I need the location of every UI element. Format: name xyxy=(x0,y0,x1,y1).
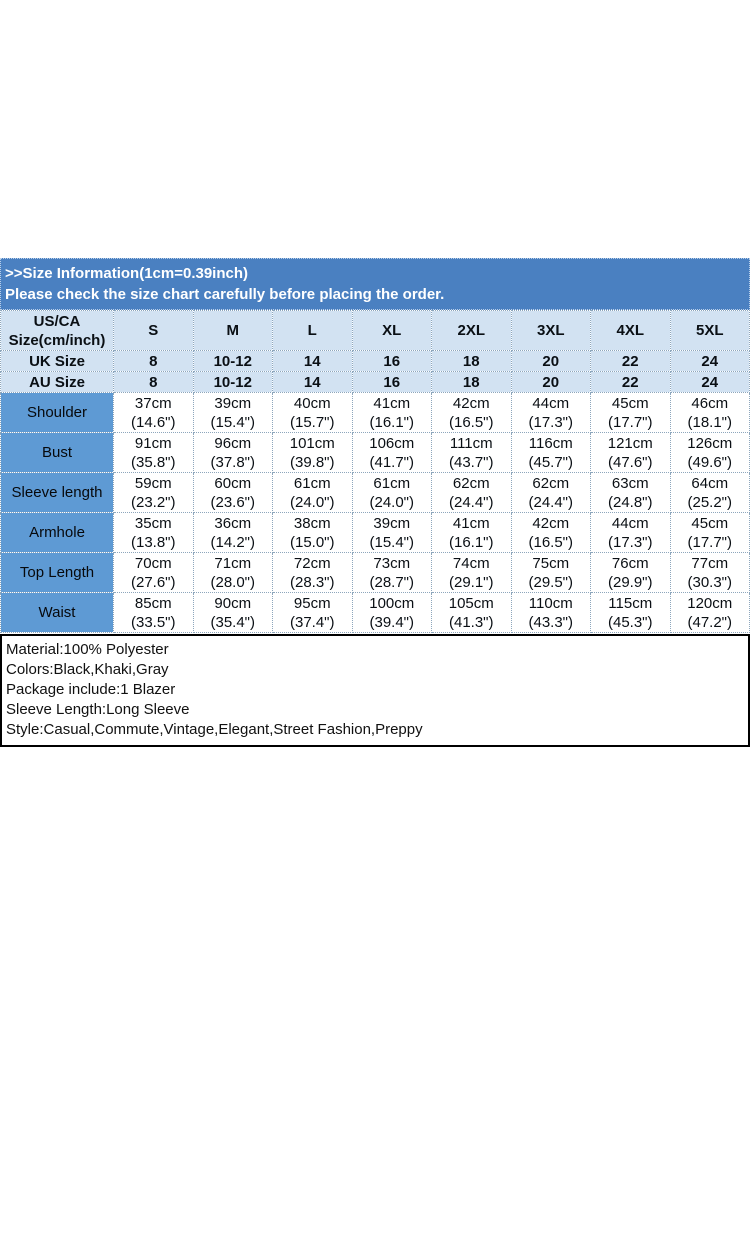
measurement-cell xyxy=(273,553,353,593)
measurement-inch-value: (29.9") xyxy=(607,573,653,591)
measurement-row xyxy=(1,553,750,593)
measurement-row xyxy=(1,513,750,553)
product-info-line: Material:100% Polyester xyxy=(6,641,169,658)
measurement-inch-value: (45.3") xyxy=(607,613,653,631)
measurement-inch-value: (18.1") xyxy=(687,413,732,431)
measurement-inch-value: (17.3") xyxy=(528,413,573,431)
measurement-cell xyxy=(432,473,512,513)
measurement-cm-value: 41cm xyxy=(373,394,411,412)
size-value-cell: 16 xyxy=(352,351,432,372)
measurement-cm-value: 39cm xyxy=(214,394,252,412)
measurement-inch-value: (15.7") xyxy=(289,413,335,431)
measurement-inch-value: (28.0") xyxy=(210,573,255,591)
measurement-cell xyxy=(591,473,671,513)
measurement-cell xyxy=(352,553,432,593)
size-information-page xyxy=(0,258,750,1258)
measurement-cm-value: 42cm xyxy=(532,514,570,532)
size-value-cell: 24 xyxy=(670,351,750,372)
measurement-cm-value: 90cm xyxy=(214,594,252,612)
measurement-cm-value: 70cm xyxy=(134,554,172,572)
measurement-cell xyxy=(193,513,273,553)
measurement-cell xyxy=(591,553,671,593)
size-value-cell: 24 xyxy=(670,372,750,393)
measurement-cm-value: 59cm xyxy=(134,474,172,492)
measurement-inch-value: (17.7") xyxy=(607,413,653,431)
size-col-header: S xyxy=(114,311,194,351)
measurement-cm-value: 61cm xyxy=(373,474,411,492)
measurement-cell xyxy=(193,473,273,513)
size-value-cell: 22 xyxy=(591,351,671,372)
measurement-row xyxy=(1,473,750,513)
measurement-inch-value: (41.3") xyxy=(448,613,494,631)
measurement-cm-value: 77cm xyxy=(691,554,729,572)
measurement-cell xyxy=(273,393,353,433)
size-value-cell: 10-12 xyxy=(193,351,273,372)
measurement-cell xyxy=(114,513,194,553)
measurement-cell xyxy=(591,593,671,633)
measurement-cell xyxy=(352,393,432,433)
measurement-inch-value: (23.2") xyxy=(130,493,176,511)
measurement-cell xyxy=(114,473,194,513)
size-value-cell: 14 xyxy=(273,372,353,393)
measurement-cm-value: 40cm xyxy=(293,394,331,412)
measurement-inch-value: (24.4") xyxy=(528,493,573,511)
measurement-cm-value: 64cm xyxy=(691,474,729,492)
measurement-cm-value: 115cm xyxy=(608,594,653,612)
size-value-cell: 16 xyxy=(352,372,432,393)
measurement-cell xyxy=(511,393,591,433)
measurement-cm-value: 95cm xyxy=(293,594,331,612)
measurement-label: Sleeve length xyxy=(1,473,114,513)
measurement-inch-value: (16.1") xyxy=(369,413,414,431)
measurement-inch-value: (25.2") xyxy=(687,493,732,511)
measurement-cell xyxy=(352,513,432,553)
measurement-cell xyxy=(432,593,512,633)
measurement-inch-value: (29.1") xyxy=(448,573,494,591)
measurement-inch-value: (23.6") xyxy=(210,493,255,511)
measurement-inch-value: (39.4") xyxy=(369,613,414,631)
size-value-cell: 18 xyxy=(432,351,512,372)
measurement-cm-value: 105cm xyxy=(448,594,494,612)
measurement-cell xyxy=(670,593,750,633)
measurement-inch-value: (37.4") xyxy=(289,613,335,631)
measurement-cm-value: 36cm xyxy=(214,514,252,532)
measurement-cm-value: 41cm xyxy=(452,514,490,532)
measurement-cm-value: 91cm xyxy=(134,434,172,452)
measurement-inch-value: (39.8") xyxy=(289,453,335,471)
measurement-cm-value: 38cm xyxy=(293,514,331,532)
measurement-inch-value: (45.7") xyxy=(528,453,573,471)
size-value-cell: 8 xyxy=(114,372,194,393)
product-info-box xyxy=(0,634,750,747)
measurement-cm-value: 71cm xyxy=(214,554,252,572)
measurement-inch-value: (29.5") xyxy=(528,573,573,591)
measurement-inch-value: (47.2") xyxy=(687,613,732,631)
corner-label-line1: US/CA xyxy=(33,312,81,330)
product-info-line: Style:Casual,Commute,Vintage,Elegant,Street Fashion,Preppy xyxy=(6,721,423,738)
measurement-cell xyxy=(193,593,273,633)
au-size-row xyxy=(1,372,750,393)
measurement-inch-value: (14.2") xyxy=(210,533,255,551)
measurement-cell xyxy=(193,393,273,433)
measurement-label: Waist xyxy=(1,593,114,633)
measurement-cell xyxy=(114,393,194,433)
size-value-cell: 20 xyxy=(511,351,591,372)
product-info-line: Package include:1 Blazer xyxy=(6,681,176,698)
measurement-cell xyxy=(432,393,512,433)
measurement-cell xyxy=(352,473,432,513)
measurement-cell xyxy=(273,513,353,553)
measurement-cm-value: 76cm xyxy=(611,554,649,572)
measurement-cm-value: 45cm xyxy=(611,394,649,412)
measurement-inch-value: (33.5") xyxy=(130,613,176,631)
banner-title: >>Size Information(1cm=0.39inch) xyxy=(5,265,248,282)
measurement-cell xyxy=(432,513,512,553)
measurement-cm-value: 75cm xyxy=(532,554,570,572)
size-value-cell: 8 xyxy=(114,351,194,372)
measurement-row xyxy=(1,393,750,433)
measurement-inch-value: (47.6") xyxy=(607,453,653,471)
measurement-cell xyxy=(670,513,750,553)
measurement-inch-value: (13.8") xyxy=(130,533,176,551)
measurement-cell xyxy=(114,593,194,633)
measurement-cell xyxy=(670,553,750,593)
measurement-cm-value: 46cm xyxy=(691,394,729,412)
measurement-row xyxy=(1,433,750,473)
measurement-cm-value: 74cm xyxy=(452,554,490,572)
measurement-cell xyxy=(670,433,750,473)
measurement-cm-value: 62cm xyxy=(452,474,490,492)
measurement-inch-value: (15.0") xyxy=(289,533,335,551)
measurement-inch-value: (35.4") xyxy=(210,613,255,631)
size-value-cell: 10-12 xyxy=(193,372,273,393)
measurement-inch-value: (43.7") xyxy=(448,453,494,471)
measurement-cm-value: 44cm xyxy=(532,394,570,412)
measurement-body xyxy=(1,393,750,633)
size-col-header: 4XL xyxy=(591,311,671,351)
uk-size-row xyxy=(1,351,750,372)
measurement-label: Bust xyxy=(1,433,114,473)
product-info-line: Colors:Black,Khaki,Gray xyxy=(6,661,169,678)
measurement-inch-value: (15.4") xyxy=(369,533,414,551)
measurement-inch-value: (49.6") xyxy=(687,453,732,471)
measurement-cell xyxy=(193,433,273,473)
measurement-inch-value: (24.0") xyxy=(289,493,335,511)
au-size-label: AU Size xyxy=(1,372,114,393)
measurement-cell xyxy=(591,393,671,433)
measurement-inch-value: (37.8") xyxy=(210,453,255,471)
size-col-header: XL xyxy=(352,311,432,351)
measurement-cm-value: 60cm xyxy=(214,474,252,492)
measurement-inch-value: (28.3") xyxy=(289,573,335,591)
measurement-inch-value: (17.7") xyxy=(687,533,732,551)
product-info-line: Sleeve Length:Long Sleeve xyxy=(6,701,190,718)
size-value-cell: 22 xyxy=(591,372,671,393)
measurement-cm-value: 96cm xyxy=(214,434,252,452)
measurement-label: Shoulder xyxy=(1,393,114,433)
measurement-cell xyxy=(511,473,591,513)
measurement-cell xyxy=(511,513,591,553)
measurement-cell xyxy=(273,593,353,633)
size-col-header: L xyxy=(273,311,353,351)
measurement-cell xyxy=(432,553,512,593)
measurement-cell xyxy=(352,593,432,633)
measurement-cell xyxy=(193,553,273,593)
measurement-cm-value: 116cm xyxy=(528,434,573,452)
measurement-cm-value: 62cm xyxy=(532,474,570,492)
measurement-cm-value: 63cm xyxy=(611,474,649,492)
measurement-label: Top Length xyxy=(1,553,114,593)
measurement-cell xyxy=(591,513,671,553)
measurement-cell xyxy=(273,473,353,513)
measurement-cell xyxy=(114,433,194,473)
measurement-cell xyxy=(591,433,671,473)
size-col-header: 2XL xyxy=(432,311,512,351)
size-col-header: 5XL xyxy=(670,311,750,351)
measurement-cell xyxy=(511,433,591,473)
banner-subtitle: Please check the size chart carefully before placing the order. xyxy=(5,286,445,303)
size-value-cell: 14 xyxy=(273,351,353,372)
measurement-cm-value: 35cm xyxy=(134,514,172,532)
measurement-cm-value: 111cm xyxy=(449,434,493,452)
measurement-label: Armhole xyxy=(1,513,114,553)
size-col-header: 3XL xyxy=(511,311,591,351)
measurement-cell xyxy=(670,393,750,433)
measurement-inch-value: (16.1") xyxy=(448,533,494,551)
measurement-cm-value: 73cm xyxy=(373,554,411,572)
measurement-cm-value: 61cm xyxy=(293,474,331,492)
measurement-cm-value: 42cm xyxy=(452,394,490,412)
measurement-cm-value: 120cm xyxy=(687,594,733,612)
size-header-row xyxy=(1,311,750,351)
measurement-cm-value: 106cm xyxy=(369,434,415,452)
measurement-inch-value: (24.8") xyxy=(607,493,653,511)
measurement-inch-value: (16.5") xyxy=(528,533,573,551)
size-value-cell: 20 xyxy=(511,372,591,393)
measurement-cm-value: 101cm xyxy=(289,434,335,452)
measurement-inch-value: (35.8") xyxy=(130,453,176,471)
measurement-inch-value: (15.4") xyxy=(210,413,255,431)
measurement-cell xyxy=(511,593,591,633)
corner-cell xyxy=(1,311,114,351)
measurement-cm-value: 37cm xyxy=(134,394,172,412)
measurement-cell xyxy=(114,553,194,593)
measurement-cell xyxy=(273,433,353,473)
measurement-cell xyxy=(432,433,512,473)
measurement-inch-value: (30.3") xyxy=(687,573,732,591)
measurement-row xyxy=(1,593,750,633)
measurement-inch-value: (14.6") xyxy=(130,413,176,431)
measurement-cell xyxy=(511,553,591,593)
measurement-cm-value: 126cm xyxy=(687,434,733,452)
measurement-inch-value: (41.7") xyxy=(369,453,414,471)
measurement-inch-value: (17.3") xyxy=(607,533,653,551)
measurement-cm-value: 44cm xyxy=(611,514,649,532)
measurement-cell xyxy=(352,433,432,473)
corner-label-line2: Size(cm/inch) xyxy=(8,331,106,349)
size-col-header: M xyxy=(193,311,273,351)
measurement-inch-value: (24.4") xyxy=(448,493,494,511)
measurement-cell xyxy=(670,473,750,513)
measurement-inch-value: (43.3") xyxy=(528,613,573,631)
size-info-banner xyxy=(0,258,750,310)
measurement-cm-value: 100cm xyxy=(369,594,415,612)
measurement-cm-value: 121cm xyxy=(607,434,653,452)
measurement-cm-value: 85cm xyxy=(134,594,172,612)
measurement-cm-value: 39cm xyxy=(373,514,411,532)
measurement-inch-value: (16.5") xyxy=(448,413,494,431)
measurement-cm-value: 45cm xyxy=(691,514,729,532)
measurement-inch-value: (27.6") xyxy=(130,573,176,591)
measurement-cm-value: 110cm xyxy=(528,594,573,612)
size-value-cell: 18 xyxy=(432,372,512,393)
size-chart-table xyxy=(0,310,750,633)
measurement-inch-value: (28.7") xyxy=(369,573,414,591)
uk-size-label: UK Size xyxy=(1,351,114,372)
measurement-cm-value: 72cm xyxy=(293,554,331,572)
measurement-inch-value: (24.0") xyxy=(369,493,414,511)
